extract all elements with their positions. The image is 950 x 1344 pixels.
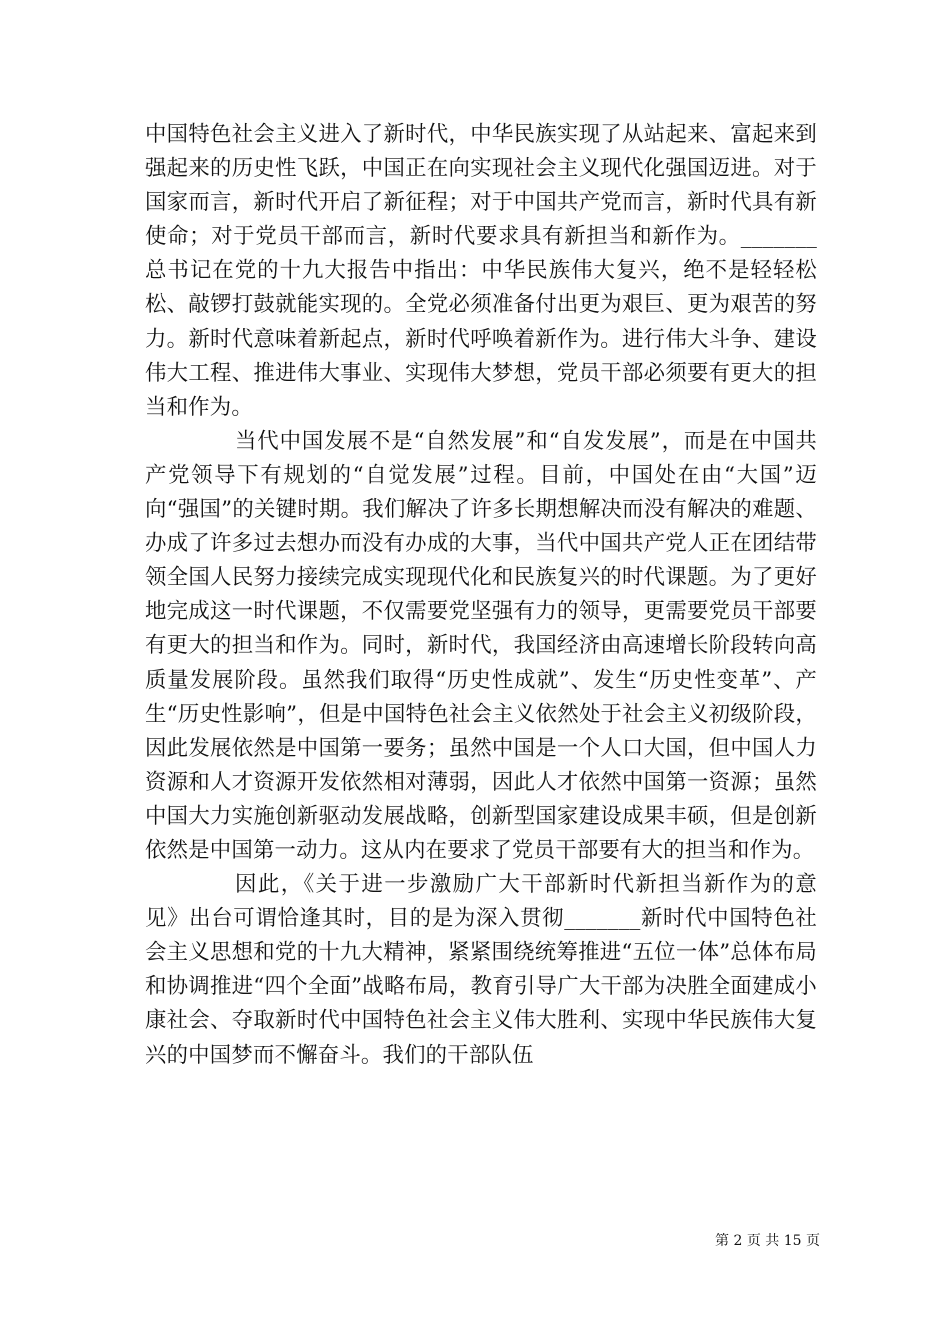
page-number-footer: 第 2 页 共 15 页	[715, 1233, 820, 1249]
paragraph-2: 当代中国发展不是“自然发展”和“自发发展”，而是在中国共产党领导下有规划的“自觉发展”过程。目前，中国处在由“大国”迈向“强国”的关键时期。我们解决了许多长期想解决而没有解决的难题、办成了许多过去想办而没有办成的大事，当代中国共产党人正在团结带领全国人民努力接续完成实现现代化和民族复兴的时代课题。为了更好地完成这一时代课题，不仅需要党坚强有力的领导，更需要党员干部要有更大的担当和作为。同时，新时代，我国经济由高速增长阶段转向高质量发展阶段。虽然我们取得“历史性成就”、发生“历史性变革”、产生“历史性影响”，但是中国特色社会主义依然处于社会主义初级阶段，因此发展依然是中国第一要务；虽然中国是一个人口大国，但中国人力资源和人才资源开发依然相对薄弱，因此人才依然中国第一资源；虽然中国大力实施创新驱动发展战略，创新型国家建设成果丰硕，但是创新依然是中国第一动力。这从内在要求了党员干部要有大的担当和作为。	[145, 428, 817, 863]
paragraph-1: 中国特色社会主义进入了新时代，中华民族实现了从站起来、富起来到强起来的历史性飞跃，中国正在向实现社会主义现代化强国迈进。对于国家而言，新时代开启了新征程；对于中国共产党而言，新时代具有新使命；对于党员干部而言，新时代要求具有新担当和新作为。_______总书记在党的十九大报告中指出：中华民族伟大复兴，绝不是轻轻松松、敲锣打鼓就能实现的。全党必须准备付出更为艰巨、更为艰苦的努力。新时代意味着新起点，新时代呼唤着新作为。进行伟大斗争、建设伟大工程、推进伟大事业、实现伟大梦想，党员干部必须要有更大的担当和作为。	[145, 122, 817, 420]
document-body	[145, 118, 817, 1073]
paragraph-3: 因此，《关于进一步激励广大干部新时代新担当新作为的意见》出台可谓恰逢其时，目的是为深入贯彻_______新时代中国特色社会主义思想和党的十九大精神，紧紧围绕统筹推进“五位一体”总体布局和协调推进“四个全面”战略布局，教育引导广大干部为决胜全面建成小康社会、夺取新时代中国特色社会主义伟大胜利、实现中华民族伟大复兴的中国梦而不懈奋斗。我们的干部队伍	[145, 872, 817, 1068]
